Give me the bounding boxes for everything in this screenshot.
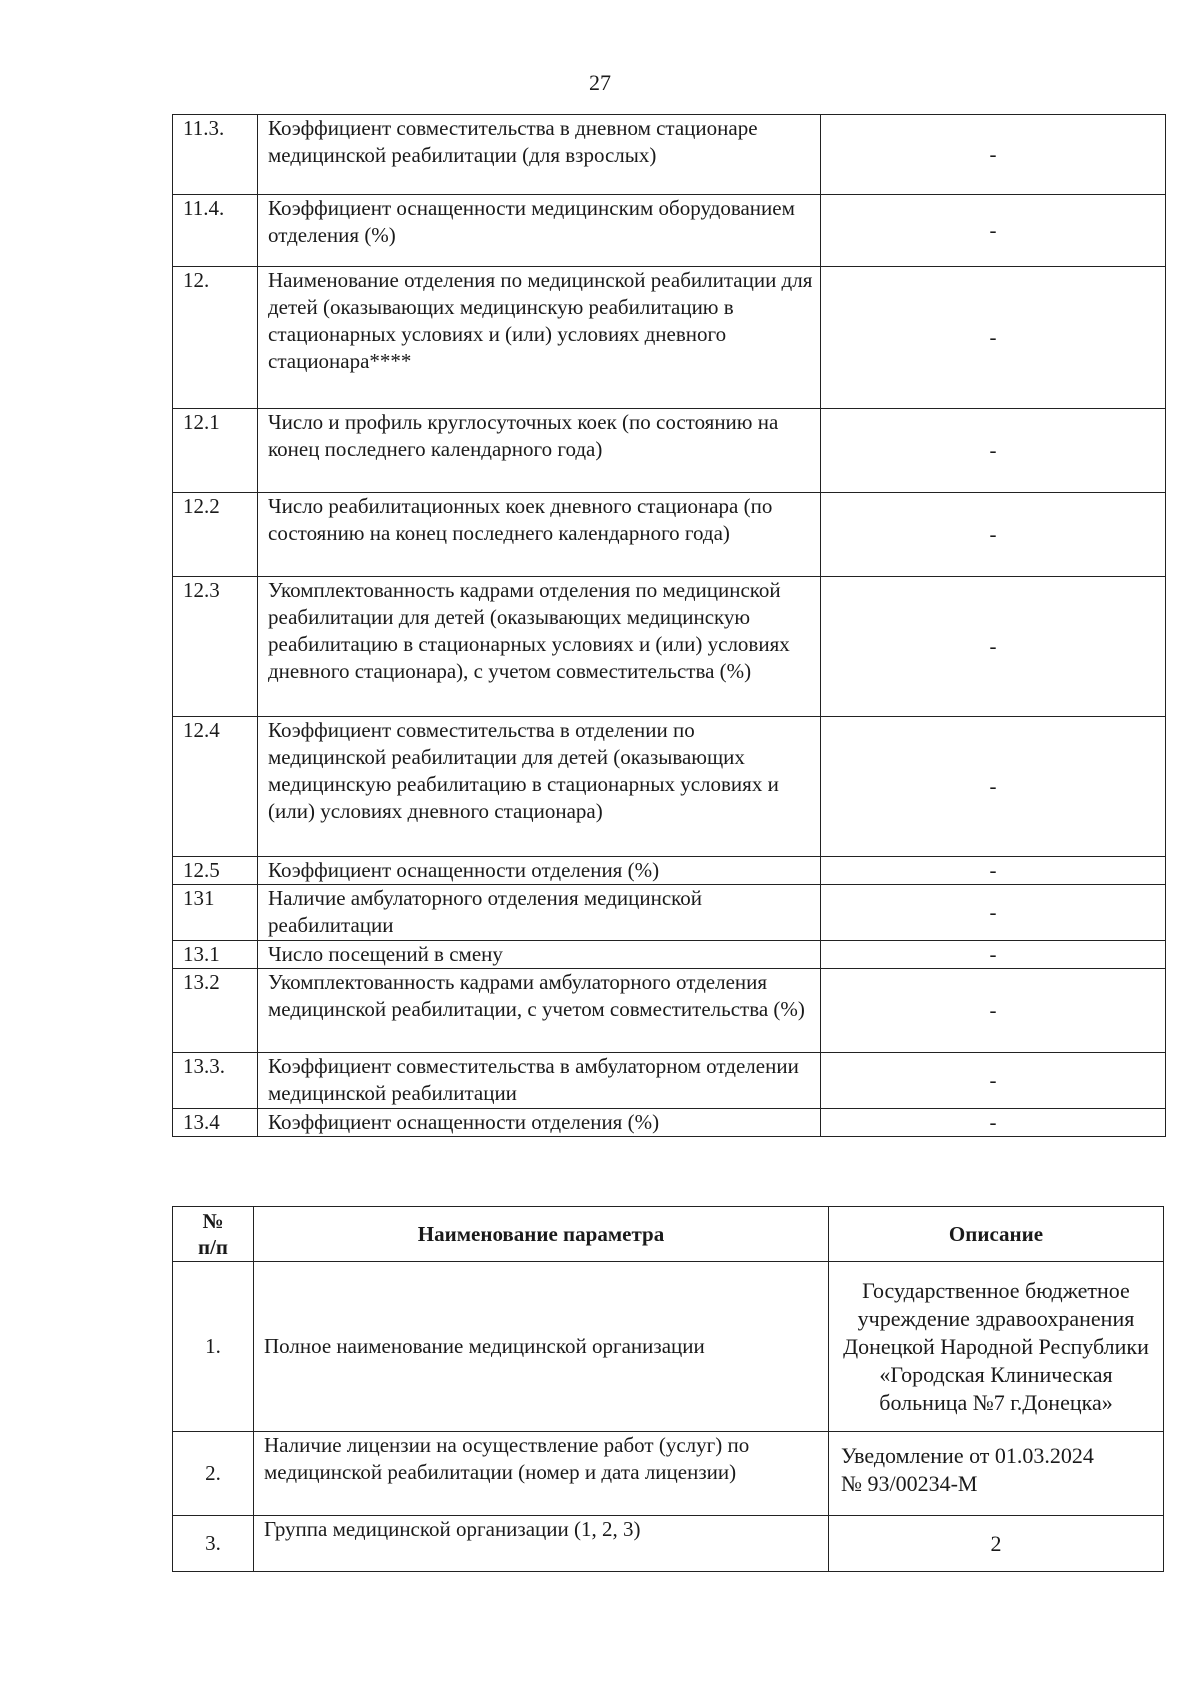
row-value: - [821, 195, 1166, 267]
row-parameter: Коэффициент оснащенности медицинским оборудованием отделения (%) [258, 195, 821, 267]
row-value: - [821, 267, 1166, 409]
row-value: - [821, 1053, 1166, 1109]
row-number: 13.1 [173, 941, 258, 969]
row-parameter: Число посещений в смену [258, 941, 821, 969]
row-number: 12.4 [173, 717, 258, 857]
header-number-abbr: п/п [197, 1235, 229, 1259]
row-description: 2 [829, 1516, 1164, 1572]
header-number [173, 1207, 254, 1262]
row-number: 13.2 [173, 969, 258, 1053]
table-row [173, 1109, 1166, 1137]
table-row [173, 717, 1166, 857]
table-row [173, 577, 1166, 717]
table-row [173, 885, 1166, 941]
license-notice: Уведомление от 01.03.2024 [841, 1443, 1094, 1468]
row-parameter: Число и профиль круглосуточных коек (по состоянию на конец последнего календарного года) [258, 409, 821, 493]
table-row [173, 493, 1166, 577]
row-description: Государственное бюджетное учреждение здравоохранения Донецкой Народной Республики «Городская Клиническая больница №7 г.Донецка» [829, 1262, 1164, 1432]
row-value: - [821, 115, 1166, 195]
header-number-symbol: № [202, 1209, 224, 1233]
table-row [173, 1516, 1164, 1572]
row-parameter: Наличие лицензии на осуществление работ (услуг) по медицинской реабилитации (номер и дата лицензии) [254, 1432, 829, 1516]
row-value: - [821, 969, 1166, 1053]
row-parameter: Коэффициент совместительства в амбулаторном отделении медицинской реабилитации [258, 1053, 821, 1109]
row-parameter: Коэффициент оснащенности отделения (%) [258, 1109, 821, 1137]
table-row [173, 267, 1166, 409]
license-number: № 93/00234-М [841, 1471, 978, 1496]
table-row [173, 1053, 1166, 1109]
organization-info-table [172, 1206, 1164, 1572]
row-number: 13.4 [173, 1109, 258, 1137]
row-number: 12.2 [173, 493, 258, 577]
table-row [173, 941, 1166, 969]
row-value: - [821, 717, 1166, 857]
row-parameter: Полное наименование медицинской организации [254, 1262, 829, 1432]
row-parameter: Коэффициент совместительства в дневном стационаре медицинской реабилитации (для взрослых) [258, 115, 821, 195]
row-parameter: Группа медицинской организации (1, 2, 3) [254, 1516, 829, 1572]
row-number: 11.3. [173, 115, 258, 195]
header-description: Описание [829, 1207, 1164, 1262]
header-parameter: Наименование параметра [254, 1207, 829, 1262]
row-number: 2. [173, 1432, 254, 1516]
row-number: 3. [173, 1516, 254, 1572]
row-number: 12.5 [173, 857, 258, 885]
table-row [173, 409, 1166, 493]
table-row [173, 195, 1166, 267]
row-parameter: Укомплектованность кадрами отделения по медицинской реабилитации для детей (оказывающих медицинскую реабилитацию в стационарных условиях и (или) условиях дневного стационара), с учетом совместительства (%) [258, 577, 821, 717]
row-parameter: Коэффициент оснащенности отделения (%) [258, 857, 821, 885]
page-number: 27 [589, 70, 611, 95]
table-row [173, 115, 1166, 195]
row-value: - [821, 409, 1166, 493]
row-parameter: Наличие амбулаторного отделения медицинской реабилитации [258, 885, 821, 941]
table-row [173, 1432, 1164, 1516]
table-row [173, 857, 1166, 885]
row-parameter: Число реабилитационных коек дневного стационара (по состоянию на конец последнего календарного года) [258, 493, 821, 577]
row-value: - [821, 941, 1166, 969]
row-number: 12.3 [173, 577, 258, 717]
row-number: 11.4. [173, 195, 258, 267]
row-parameter: Наименование отделения по медицинской реабилитации для детей (оказывающих медицинскую реабилитацию в стационарных условиях и (или) условиях дневного стационара**** [258, 267, 821, 409]
row-number: 13.3. [173, 1053, 258, 1109]
row-value: - [821, 577, 1166, 717]
row-value: - [821, 493, 1166, 577]
indicators-table [172, 114, 1166, 1137]
row-parameter: Укомплектованность кадрами амбулаторного отделения медицинской реабилитации, с учетом совместительства (%) [258, 969, 821, 1053]
row-number: 1. [173, 1262, 254, 1432]
row-description [829, 1432, 1164, 1516]
row-parameter: Коэффициент совместительства в отделении по медицинской реабилитации для детей (оказывающих медицинскую реабилитацию в стационарных условиях и (или) условиях дневного стационара) [258, 717, 821, 857]
row-value: - [821, 885, 1166, 941]
row-number: 131 [173, 885, 258, 941]
row-value: - [821, 857, 1166, 885]
table-row [173, 969, 1166, 1053]
table-row [173, 1262, 1164, 1432]
row-value: - [821, 1109, 1166, 1137]
row-number: 12.1 [173, 409, 258, 493]
row-number: 12. [173, 267, 258, 409]
table-header-row [173, 1207, 1164, 1262]
